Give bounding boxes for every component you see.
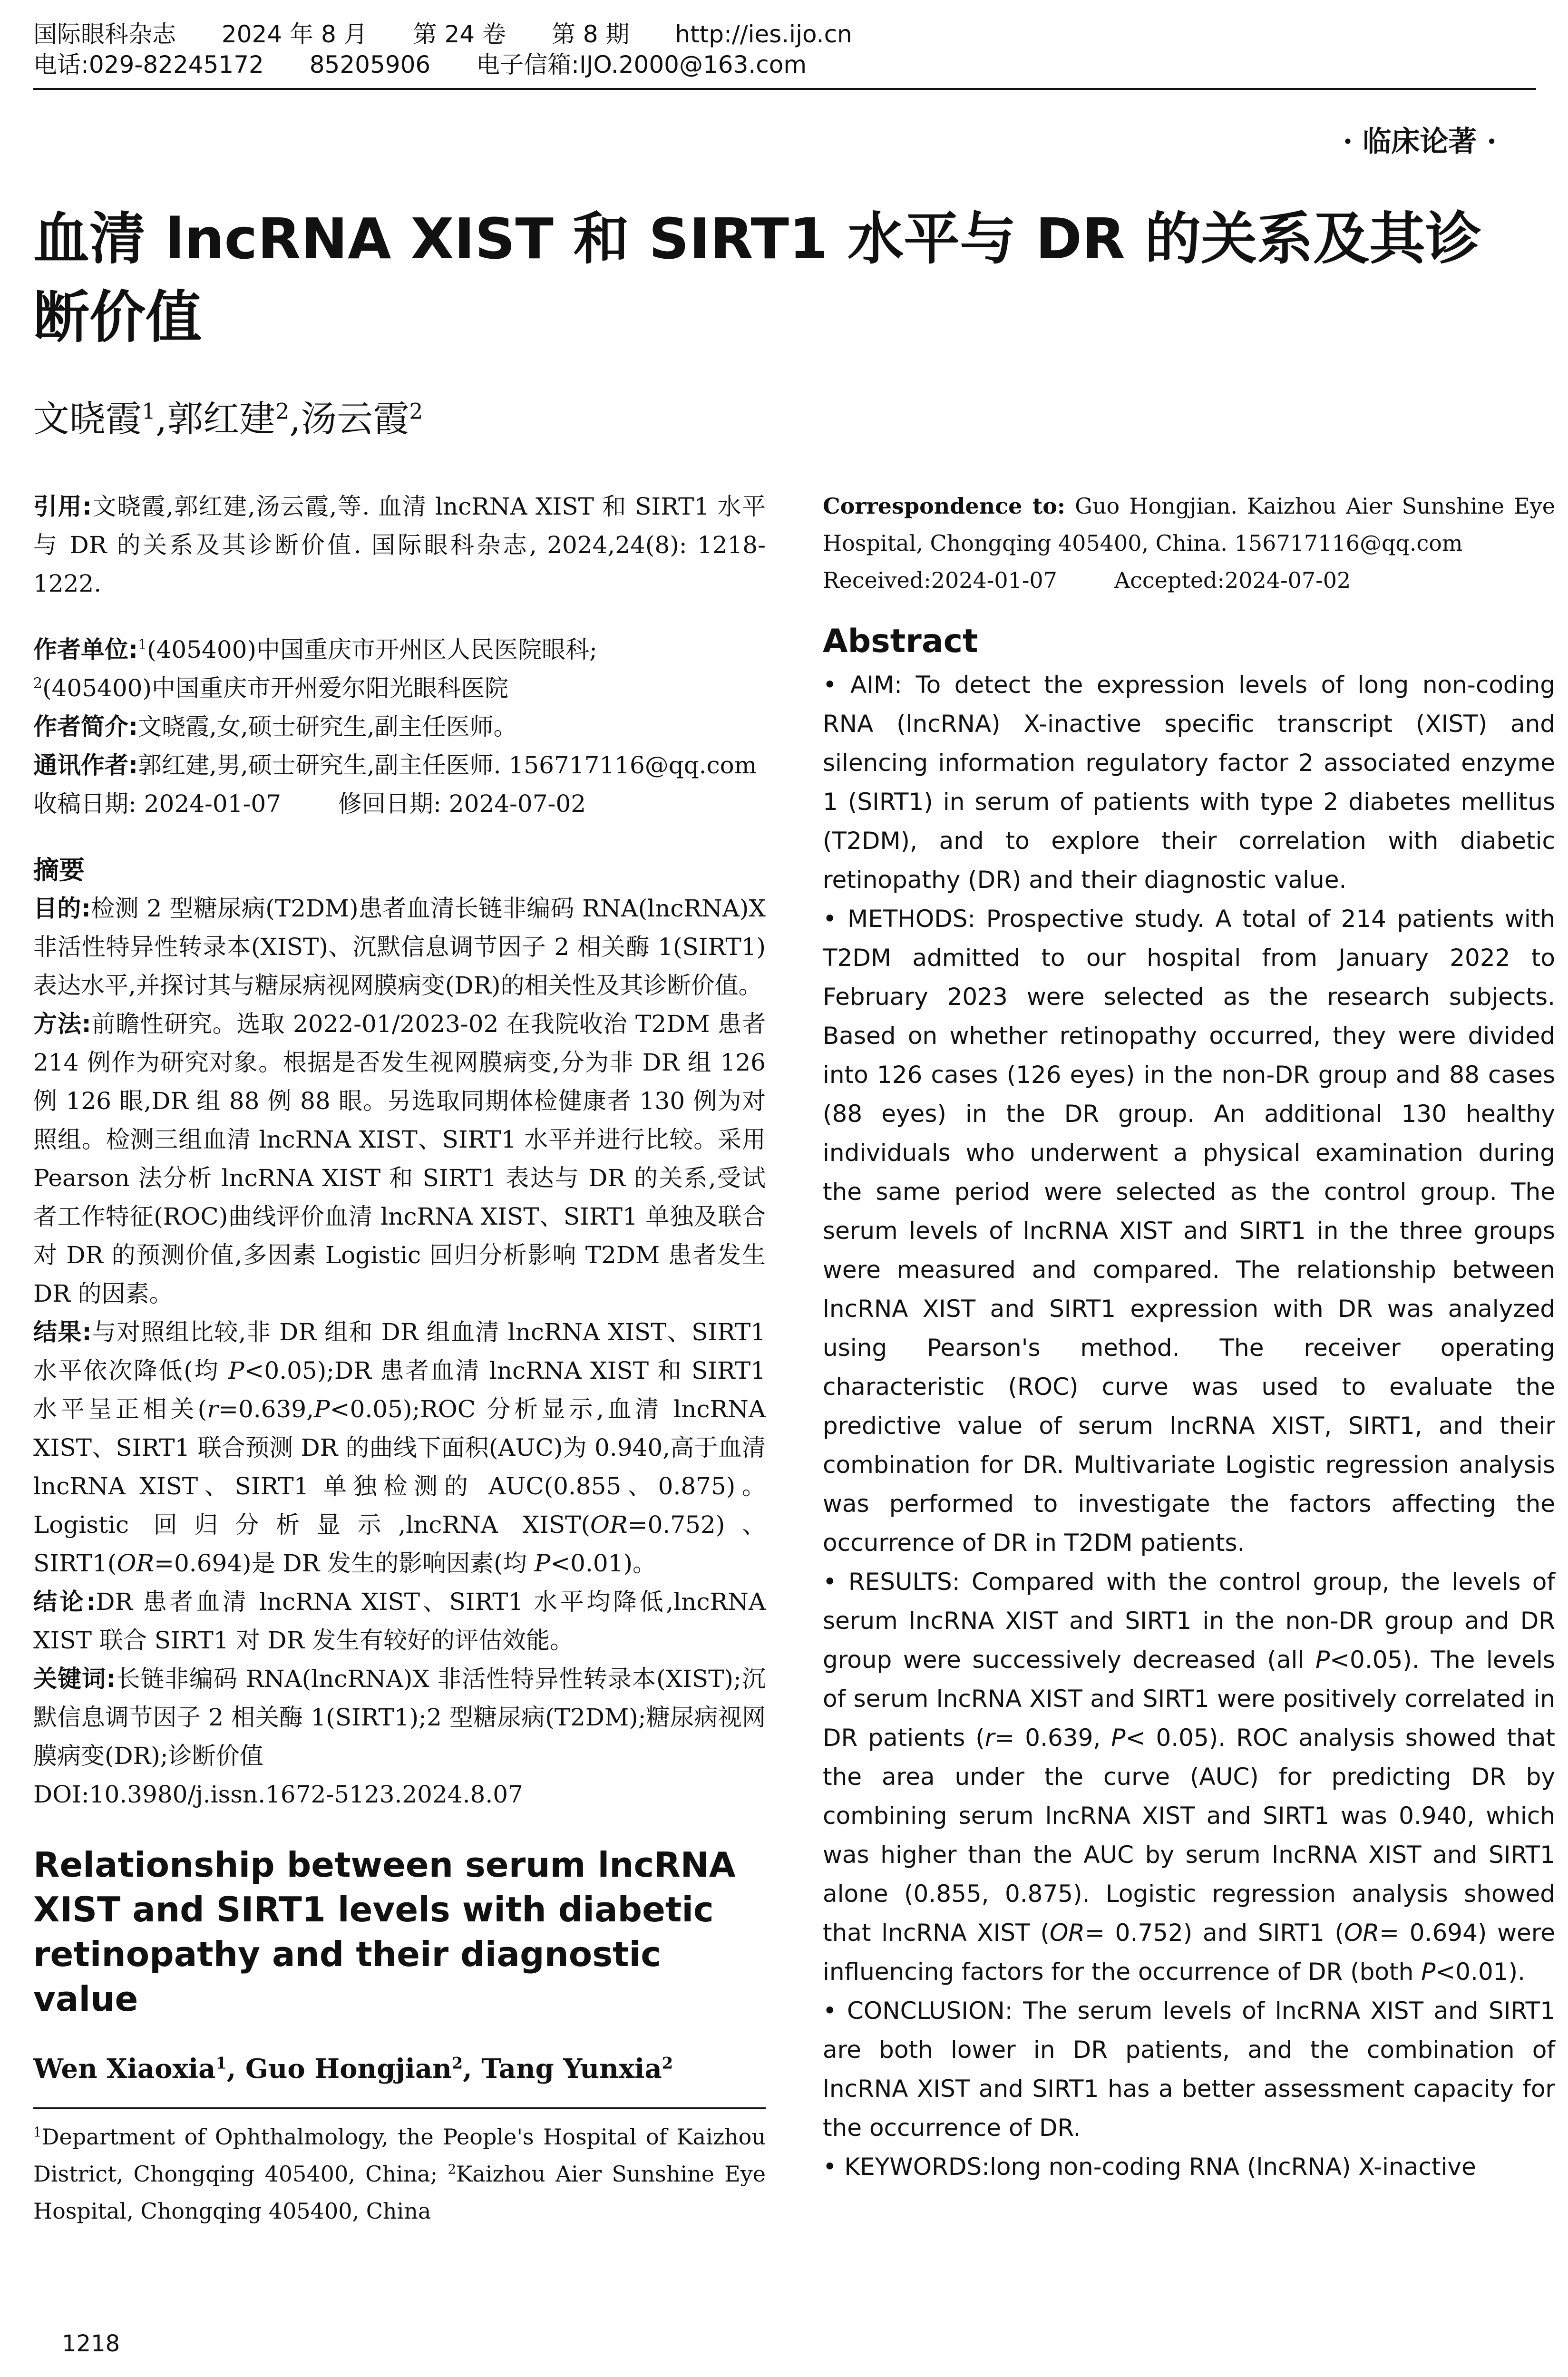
header-line-1 — [33, 19, 1536, 49]
stat-symbol: OR — [1344, 1919, 1380, 1947]
abstract-cn-keywords — [33, 1660, 766, 1775]
issue: 第 8 期 — [551, 20, 630, 48]
results-en-text: = 0.694) were influencing factors for the occurrence of DR (both — [823, 1919, 1555, 1986]
authors-en: Wen Xiaoxia$^1$, Guo Hongjian$^2$, Tang Yunxia$^2$ — [33, 2053, 673, 2085]
author-name: Tang Yunxia — [481, 2053, 662, 2085]
abstract-cn-methods — [33, 1005, 766, 1313]
stat-symbol: r — [207, 1395, 219, 1423]
keywords-label: 关键词: — [33, 1665, 116, 1693]
results-en-text: Compared with the control group, the levels of serum lncRNA XIST and SIRT1 in the non-DR group and DR group were successively decreased (all — [823, 1568, 1555, 1674]
affil-sup: 1 — [33, 2124, 42, 2140]
abstract-cn-aim — [33, 889, 766, 1005]
dates-en — [823, 562, 1555, 599]
issue-date: 2024 年 8 月 — [221, 20, 368, 48]
results-en-text: = 0.752) and SIRT1 ( — [1085, 1919, 1344, 1947]
results-text: 与对照组比较,非 DR 组和 DR 组血清 lncRNA XIST、SIRT1 水平依次降低(均 — [33, 1318, 766, 1384]
header-divider — [33, 88, 1536, 90]
bio-text: 文晓霞,女,硕士研究生,副主任医师。 — [138, 713, 517, 740]
results-text: =0.639, — [218, 1395, 314, 1423]
results-text: <0.05);ROC 分析显示,血清 lncRNA XIST、SIRT1 联合预测 DR 的曲线下面积(AUC)为 0.940,高于血清 lncRNA XIST、SIRT1 单独检测的 AUC(0.855、0.875)。Logistic 回归分析显示,lncRNA XIST( — [33, 1395, 766, 1539]
author-sup: 2 — [275, 399, 290, 424]
results-label: 结果: — [33, 1318, 92, 1346]
article-title-cn: 血清 lncRNA XIST 和 SIRT1 水平与 DR 的关系及其诊断价值 — [33, 206, 1482, 350]
author-sup: 1 — [215, 2053, 227, 2073]
stat-symbol: P — [314, 1395, 330, 1423]
results-en-text: < 0.05). ROC analysis showed that the area under the curve (AUC) for predicting DR by combining serum lncRNA XIST and SIRT1 was 0.940, which was higher than the AUC by serum lncRNA XIST and SIRT1 alone (0.855, 0.875). Logistic regression analysis showed that lncRNA XIST ( — [823, 1724, 1556, 1947]
aim-en-label: • AIM: — [823, 671, 902, 699]
aim-label: 目的: — [33, 895, 91, 922]
author-name: 文晓霞 — [33, 398, 142, 440]
author-name: 汤云霞 — [301, 398, 409, 440]
abstract-cn-results — [33, 1313, 766, 1583]
abstract-cn-heading: 摘要 — [33, 855, 85, 885]
abstract-cn-conclusion — [33, 1583, 766, 1660]
stat-symbol: P — [228, 1357, 244, 1384]
conclusion-label: 结论: — [33, 1588, 96, 1616]
citation-text: 文晓霞,郭红建,汤云霞,等. 血清 lncRNA XIST 和 SIRT1 水平与 DR 的关系及其诊断价值. 国际眼科杂志, 2024,24(8): 1218-1222. — [33, 493, 766, 597]
results-en-text: <0.01). — [1435, 1958, 1525, 1986]
methods-label: 方法: — [33, 1010, 91, 1038]
results-en-text: = 0.639, — [994, 1724, 1111, 1752]
phone: 电话:029-82245172 — [33, 51, 264, 78]
corr-en-text: Guo Hongjian. Kaizhou Aier Sunshine Eye Hospital, Chongqing 405400, China. 156717116@qq.com — [823, 493, 1556, 556]
author-sup: 1 — [142, 399, 156, 424]
stat-symbol: r — [984, 1724, 995, 1752]
corr-text: 郭红建,男,硕士研究生,副主任医师. 156717116@qq.com — [138, 751, 757, 779]
methods-text: 前瞻性研究。选取 2022-01/2023-02 在我院收治 T2DM 患者 214 例作为研究对象。根据是否发生视网膜病变,分为非 DR 组 126 例 126 眼,DR 组 88 例 88 眼。另选取同期体检健康者 130 例为对照组。检测三组血清 lncRNA XIST、SIRT1 水平并进行比较。采用 Pearson 法分析 lncRNA XIST 和 SIRT1 表达与 DR 的关系,受试者工作特征(ROC)曲线评价血清 lncRNA XIST、SIRT1 单独及联合对 DR 的预测价值,多因素 Logistic 回归分析影响 T2DM 患者发生 DR 的因素。 — [33, 1010, 766, 1307]
stat-symbol: OR — [117, 1549, 155, 1577]
received-date: 收稿日期: 2024-01-07 — [33, 790, 282, 818]
revised-date: 修回日期: 2024-07-02 — [338, 790, 586, 818]
affil-sup: 2 — [33, 675, 43, 692]
bio-label: 作者简介: — [33, 713, 138, 740]
correspondence-en — [823, 487, 1555, 562]
right-column — [823, 487, 1555, 2186]
journal-url[interactable]: http://ies.ijo.cn — [675, 20, 852, 48]
methods-en-text: Prospective study. A total of 214 patients with T2DM admitted to our hospital from January 2022 to February 2023 were selected as the research subjects. Based on whether retinopathy occurred, they were divided into 126 cases (126 eyes) in the non-DR group and 88 cases (88 eyes) in the DR group. An additional 130 healthy individuals who underwent a physical examination during the same period were selected as the control group. The serum levels of lncRNA XIST and SIRT1 in the three groups were measured and compared. The relationship between lncRNA XIST and SIRT1 expression with DR was analyzed using Pearson's method. The receiver operating characteristic (ROC) curve was used to evaluate the predictive value of serum lncRNA XIST, SIRT1, and their combination for DR. Multivariate Logistic regression analysis was performed to investigate the factors affecting the occurrence of DR in T2DM patients. — [823, 905, 1555, 1557]
article-title-en: Relationship between serum lncRNA XIST and SIRT1 levels with diabetic retinopathy and their diagnostic value — [33, 1845, 736, 2019]
affil-text: (405400)中国重庆市开州区人民医院眼科; — [147, 636, 597, 663]
citation-label: 引用: — [33, 493, 92, 520]
abstract-en-keywords — [823, 2147, 1555, 2186]
stat-symbol: P — [1315, 1646, 1330, 1674]
aim-en-text: To detect the expression levels of long non-coding RNA (lncRNA) X-inactive specific transcript (XIST) and silencing information regulatory factor 2 associated enzyme 1 (SIRT1) in serum of patients with type 2 diabetes mellitus (T2DM), and to explore their correlation with diabetic retinopathy (DR) and their diagnostic value. — [823, 671, 1555, 894]
affiliation-en-part1 — [33, 2118, 766, 2230]
keywords-en-text: long non-coding RNA (lncRNA) X-inactive — [989, 2153, 1476, 2181]
email[interactable]: 电子信箱:IJO.2000@163.com — [476, 51, 807, 78]
aim-text: 检测 2 型糖尿病(T2DM)患者血清长链非编码 RNA(lncRNA)X 非活性特异性转录本(XIST)、沉默信息调节因子 2 相关酶 1(SIRT1)表达水平,并探讨其与糖尿病视网膜病变(DR)的相关性及其诊断价值。 — [33, 895, 766, 999]
accepted-date-en: Accepted:2024-07-02 — [1114, 567, 1351, 593]
affiliation-divider — [33, 2107, 766, 2109]
keywords-text: 长链非编码 RNA(lncRNA)X 非活性特异性转录本(XIST);沉默信息调节因子 2 相关酶 1(SIRT1);2 型糖尿病(T2DM);糖尿病视网膜病变(DR);诊断价值 — [33, 1665, 766, 1770]
abstract-en-aim — [823, 665, 1555, 899]
results-en-text: <0.05). The levels of serum lncRNA XIST and SIRT1 were positively correlated in DR patients ( — [823, 1646, 1555, 1752]
page-number: 1218 — [62, 2330, 120, 2357]
abstract-en-conclusion — [823, 1991, 1555, 2147]
corr-label: 通讯作者: — [33, 751, 138, 779]
stat-symbol: OR — [1049, 1919, 1085, 1947]
author-sup: 2 — [451, 2053, 463, 2073]
abstract-en-methods — [823, 899, 1555, 1562]
doi[interactable]: DOI:10.3980/j.issn.1672-5123.2024.8.07 — [33, 1781, 523, 1808]
affil-text: Kaizhou Aier Sunshine Eye Hospital, Chongqing 405400, China — [33, 2161, 766, 2224]
section-tag: · 临床论著 · — [1343, 125, 1497, 158]
affiliation-cn — [33, 631, 766, 708]
author-bio — [33, 708, 766, 746]
header-line-2 — [33, 49, 1536, 80]
author-name: 郭红建 — [167, 398, 276, 440]
affil-sup: 2 — [448, 2161, 457, 2177]
stat-symbol: OR — [590, 1511, 628, 1539]
journal-name: 国际眼科杂志 — [33, 20, 176, 48]
author-sup: 2 — [409, 399, 423, 424]
author-name: Guo Hongjian — [245, 2053, 452, 2085]
author-name: Wen Xiaoxia — [33, 2053, 216, 2085]
results-en-label: • RESULTS: — [823, 1568, 960, 1596]
results-text: =0.694)是 DR 发生的影响因素(均 — [154, 1549, 535, 1577]
methods-en-label: • METHODS: — [823, 905, 976, 933]
journal-header — [33, 19, 1536, 80]
left-column — [33, 487, 766, 2230]
received-date-en: Received:2024-01-07 — [823, 567, 1057, 593]
citation — [33, 487, 766, 603]
affil-sup: 1 — [138, 636, 147, 653]
author-sup: 2 — [662, 2053, 673, 2073]
affiliation-label: 作者单位: — [33, 636, 138, 663]
dates-cn — [33, 785, 766, 823]
conclusion-text: DR 患者血清 lncRNA XIST、SIRT1 水平均降低,lncRNA XIST 联合 SIRT1 对 DR 发生有较好的评估效能。 — [33, 1588, 766, 1654]
abstract-en-results — [823, 1562, 1555, 1991]
abstract-en-heading: Abstract — [823, 623, 978, 660]
corr-en-label: Correspondence to: — [823, 493, 1065, 519]
conclusion-en-text: The serum levels of lncRNA XIST and SIRT1 are both lower in DR patients, and the combination of lncRNA XIST and SIRT1 has a better assessment capacity for the occurrence of DR. — [823, 1997, 1555, 2142]
keywords-en-label: • KEYWORDS: — [823, 2153, 990, 2181]
conclusion-en-label: • CONCLUSION: — [823, 1997, 1013, 2025]
results-text: <0.05);DR 患者血清 lncRNA XIST 和 SIRT1 水平呈正相关( — [33, 1357, 766, 1423]
affil-text: Department of Ophthalmology, the People's Hospital of Kaizhou District, Chongqing 405400, China; — [33, 2124, 766, 2187]
stat-symbol: P — [1111, 1724, 1126, 1752]
authors-cn: 文晓霞$^1$,郭红建$^2$,汤云霞$^2$ — [33, 398, 423, 440]
results-text: =0.752)、SIRT1( — [33, 1511, 766, 1577]
volume: 第 24 卷 — [413, 20, 506, 48]
correspondence-cn — [33, 746, 766, 785]
phone-2: 85205906 — [309, 51, 431, 78]
stat-symbol: P — [1421, 1958, 1436, 1986]
results-text: <0.01)。 — [550, 1549, 656, 1577]
stat-symbol: P — [534, 1549, 551, 1577]
affil-text: (405400)中国重庆市开州爱尔阳光眼科医院 — [42, 674, 508, 702]
